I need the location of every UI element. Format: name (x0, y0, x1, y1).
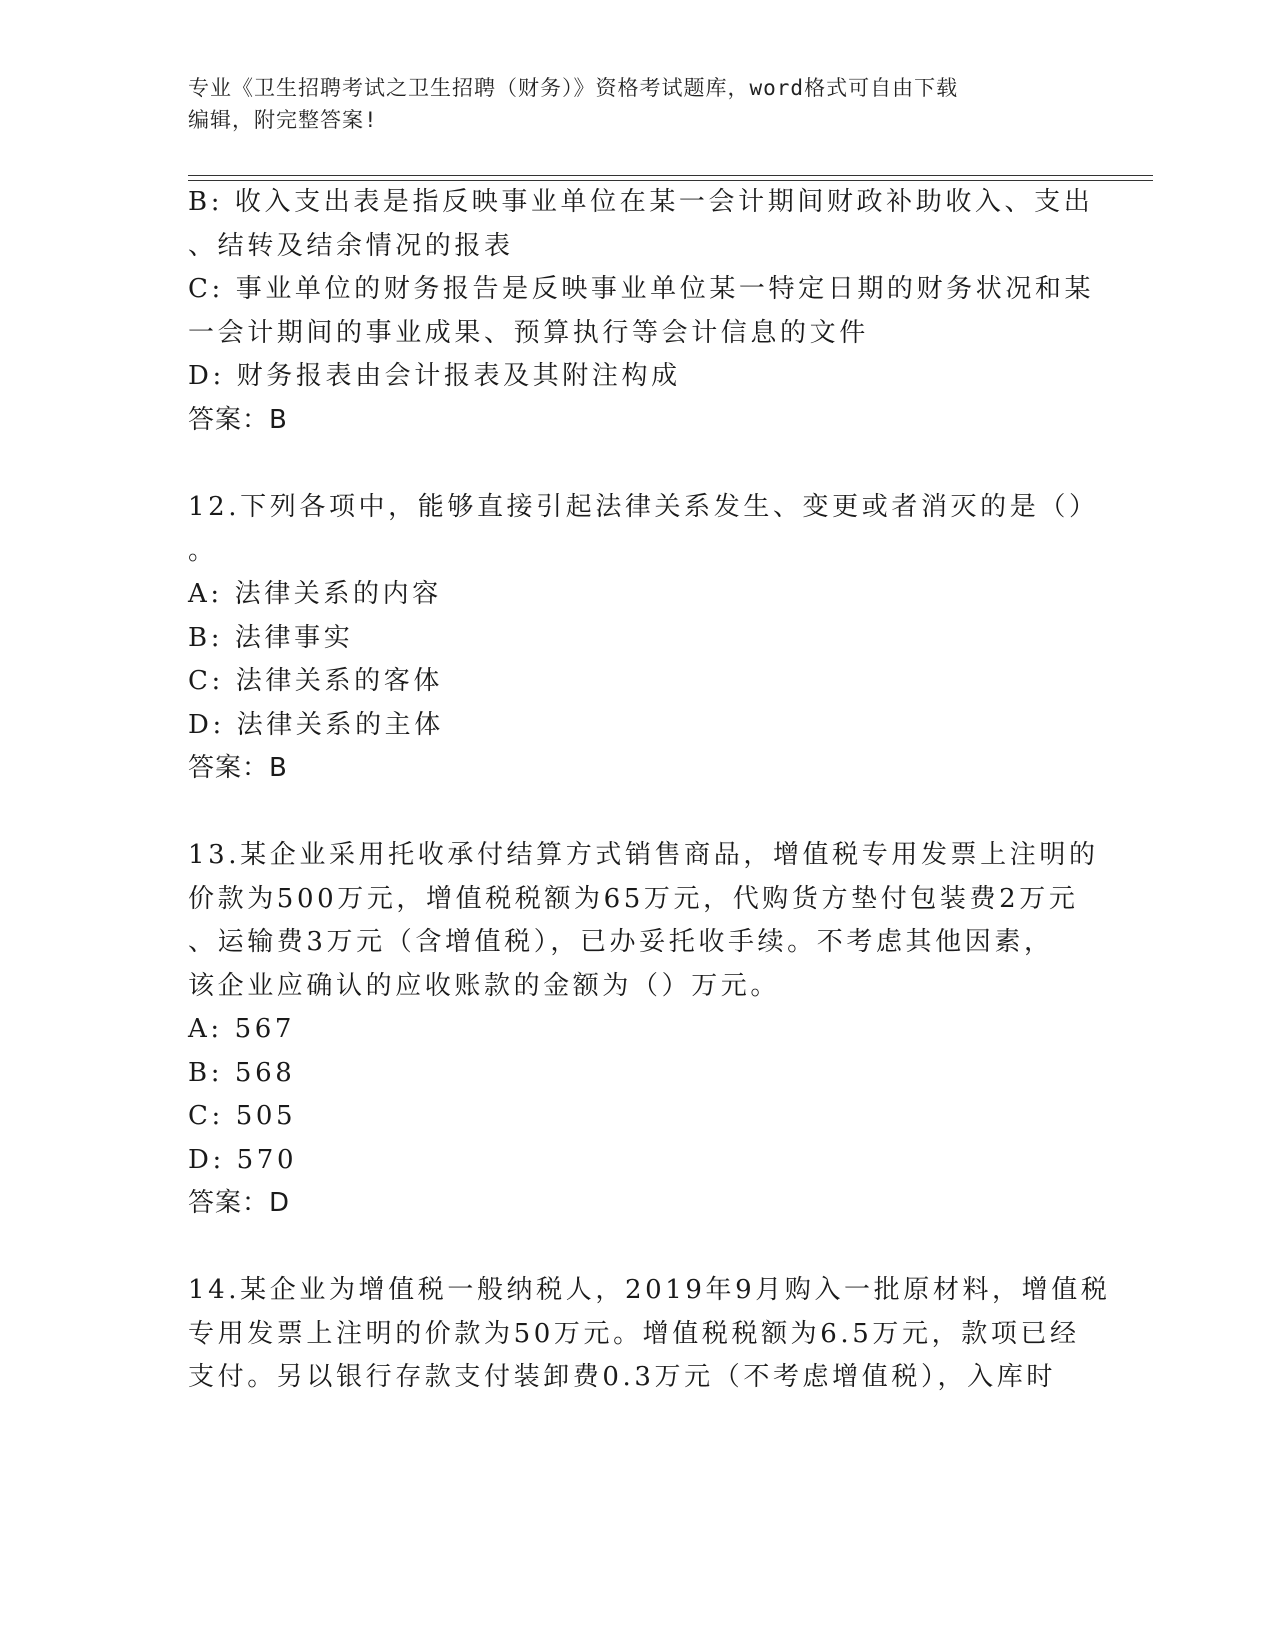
question-14-stem-cont: 专用发票上注明的价款为50万元。增值税税额为6.5万元，款项已经 (188, 1319, 1080, 1349)
question-11-answer: 答案：B (188, 405, 288, 435)
question-13-option-b: B: 568 (188, 1058, 296, 1088)
header-divider (188, 175, 1153, 176)
header-line: 专业《卫生招聘考试之卫生招聘（财务）》资格考试题库，word格式可自由下载 (188, 76, 959, 100)
question-12-answer: 答案：B (188, 753, 288, 783)
question-12-stem: 12.下列各项中，能够直接引起法律关系发生、变更或者消灭的是（） (188, 492, 1099, 522)
question-12-option-c: C: 法律关系的客体 (188, 666, 443, 696)
question-12-option-d: D: 法律关系的主体 (188, 710, 444, 740)
document-header (188, 72, 1088, 136)
question-13-option-a: A: 567 (188, 1014, 296, 1044)
question-11-option-b-cont: 、结转及结余情况的报表 (188, 231, 514, 261)
question-13-option-c: C: 505 (188, 1101, 297, 1131)
header-line: 编辑，附完整答案! (188, 108, 378, 132)
question-12-option-b: B: 法律事实 (188, 623, 354, 653)
question-13-stem-cont: 、运输费3万元（含增值税），已办妥托收手续。不考虑其他因素， (188, 927, 1054, 957)
question-13-stem-cont: 该企业应确认的应收账款的金额为（）万元。 (188, 971, 781, 1001)
question-13-stem-cont: 价款为500万元，增值税税额为65万元，代购货方垫付包装费2万元 (188, 884, 1079, 914)
question-14-stem-cont: 支付。另以银行存款支付装卸费0.3万元（不考虑增值税），入库时 (188, 1362, 1056, 1392)
question-11-option-b: B: 收入支出表是指反映事业单位在某一会计期间财政补助收入、支出 (188, 187, 1094, 217)
question-11-option-c: C: 事业单位的财务报告是反映事业单位某一特定日期的财务状况和某 (188, 274, 1095, 304)
question-13-option-d: D: 570 (188, 1145, 298, 1175)
question-13-answer: 答案：D (188, 1188, 291, 1218)
question-11-option-d: D: 财务报表由会计报表及其附注构成 (188, 361, 681, 391)
header-divider (188, 180, 1153, 181)
question-14-stem: 14.某企业为增值税一般纳税人，2019年9月购入一批原材料，增值税 (188, 1275, 1111, 1305)
question-12-stem-cont: 。 (188, 536, 218, 566)
question-12-option-a: A: 法律关系的内容 (188, 579, 442, 609)
question-13-stem: 13.某企业采用托收承付结算方式销售商品，增值税专用发票上注明的 (188, 840, 1099, 870)
question-11-option-c-cont: 一会计期间的事业成果、预算执行等会计信息的文件 (188, 318, 869, 348)
